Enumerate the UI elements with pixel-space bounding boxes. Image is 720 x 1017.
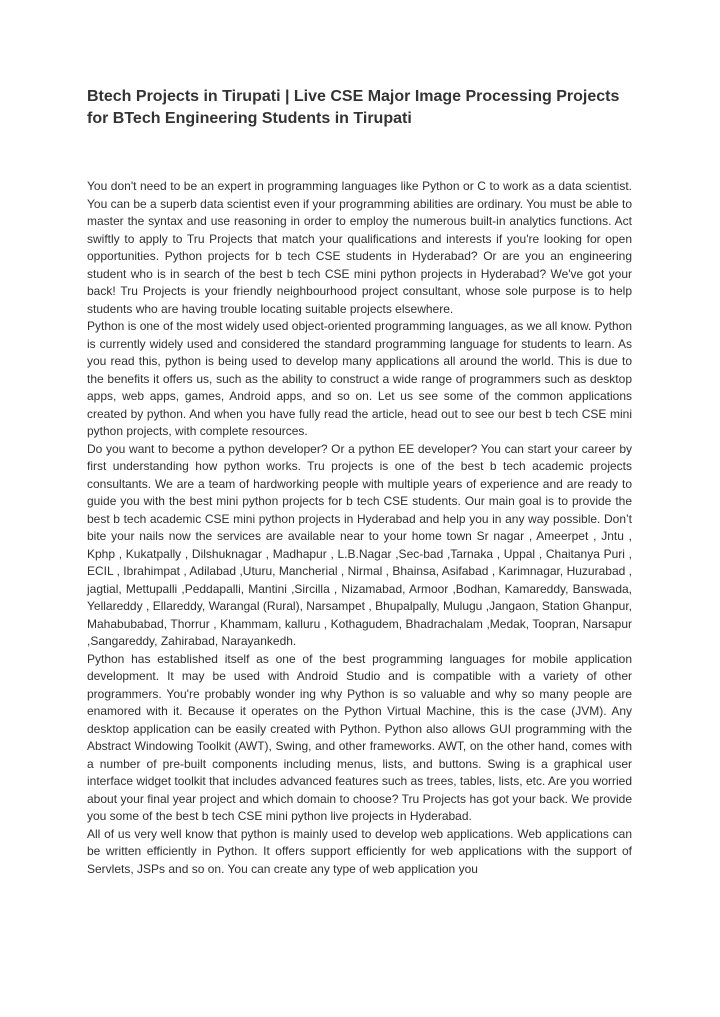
paragraph-web-applications: All of us very well know that python is mainly used to develop web applications. Web applications can be written efficiently in Python. It offers support efficiently for web applications with the support of Servlets, JSPs and so on. You can create any type of web application you bbox=[87, 826, 632, 876]
paragraph-python-developer: Do you want to become a python developer? Or a python EE developer? You can start your career by first understanding how python works. Tru projects is one of the best b tech academic projects consultants. We are a team of hardworking people with multiple years of experience and are ready to guide you with the best mini python projects for b tech CSE students. Our main goal is to provide the best b tech academic CSE mini python projects in Hyderabad and help you in any way possible. Don’t bite your nails now the services are available near to your home town Sr nagar , Ameerpet , Jntu , Kphp , Kukatpally , Dilshuknagar , Madhapur , L.B.Nagar ,Sec-bad ,Tarnaka , Uppal , Chaitanya Puri , ECIL , Ibrahimpat , Adilabad ,Uturu, Mancherial , Nirmal , Bhainsa, Asifabad , Karimnagar, Huzurabad , jagtial, Mettupalli ,Peddapalli, Mantini ,Sircilla , Nizamabad, Armoor ,Bodhan, Kamareddy, Banswada, Yellareddy , Ellareddy, Warangal (Rural), Narsampet , Bhupalpally, Mulugu ,Jangaon, Station Ghanpur, Mahabubabad, Thorrur , Khammam, kalluru , Kothagudem, Bhadrachalam ,Medak, Toopran, Narsapur ,Sangareddy, Zahirabad, Narayankedh. bbox=[87, 441, 632, 648]
document-title: Btech Projects in Tirupati | Live CSE Major Image Processing Projects for BTech Engineering Students in Tirupati bbox=[87, 88, 620, 127]
paragraph-intro: You don't need to be an expert in programming languages like Python or C to work as a data scientist. You can be a superb data scientist even if your programming abilities are ordinary. You must be able to master the syntax and use reasoning in order to employ the numerous built-in analytics functions. Act swiftly to apply to Tru Projects that match your qualifications and interests if you're looking for open opportunities. Python projects for b tech CSE students in Hyderabad? Or are you an engineering student who is in search of the best b tech CSE mini python projects in Hyderabad? We've got your back! Tru Projects is your friendly neighbourhood project consultant, whose sole purpose is to help students who are having trouble locating suitable projects elsewhere. bbox=[87, 179, 632, 316]
document-page bbox=[87, 86, 632, 878]
document-body bbox=[87, 178, 632, 878]
paragraph-python-overview: Python is one of the most widely used object-oriented programming languages, as we all know. Python is currently widely used and considered the standard programming language for students to learn. As you read this, python is being used to develop many applications all around the world. This is due to the benefits it offers us, such as the ability to construct a wide range of programmers such as desktop apps, web apps, games, Android apps, and so on. Let us see some of the common applications created by python. And when you have fully read the article, head out to see our best b tech CSE mini python projects, with complete resources. bbox=[87, 319, 632, 438]
paragraph-mobile-desktop: Python has established itself as one of the best programming languages for mobile application development. It may be used with Android Studio and is compatible with a variety of other programmers. You're probably wonder ing why Python is so valuable and why so many people are enamored with it. Because it operates on the Python Virtual Machine, this is the case (JVM). Any desktop application can be easily created with Python. Python also allows GUI programming with the Abstract Windowing Toolkit (AWT), Swing, and other frameworks. AWT, on the other hand, comes with a number of pre-built components including menus, lists, and buttons. Swing is a graphical user interface widget toolkit that includes advanced features such as trees, tables, lists, etc. Are you worried about your final year project and which domain to choose? Tru Projects has got your back. We provide you some of the best b tech CSE mini python live projects in Hyderabad. bbox=[87, 651, 632, 823]
